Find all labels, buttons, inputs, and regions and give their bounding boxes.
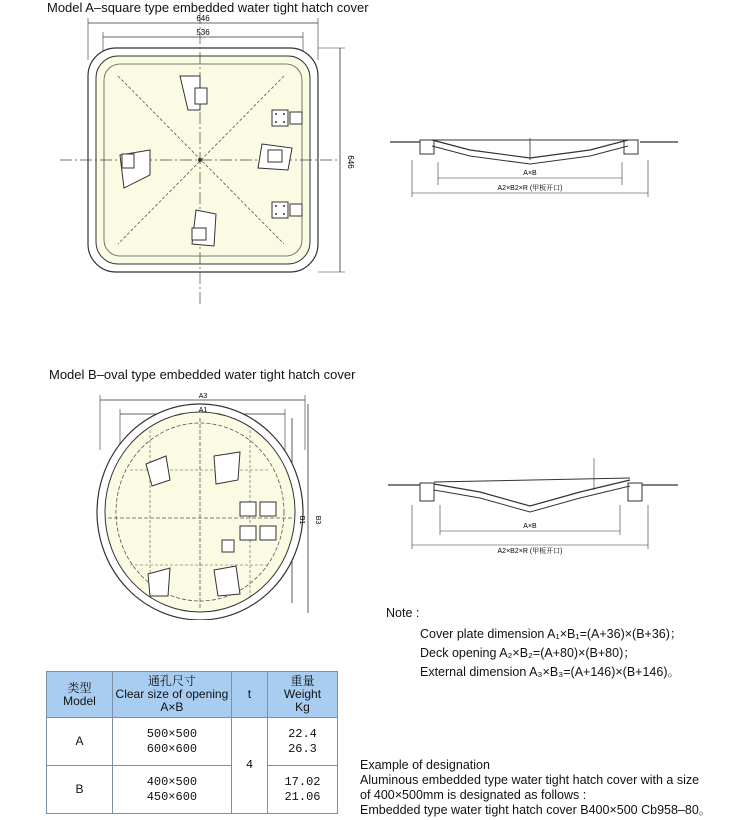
designation-line-2: of 400×500mm is designated as follows : <box>360 788 587 802</box>
spec-table <box>46 671 338 814</box>
dim-b1: B1 <box>298 515 305 525</box>
model-b-plan-drawing <box>85 385 330 620</box>
dim-height: 646 <box>346 155 355 169</box>
dim-b3: B3 <box>314 515 321 525</box>
note-line-deck-opening: Deck opening A₂×B₂=(A+80)×(B+80)； <box>420 646 636 660</box>
section-b-opening-label: A×B <box>523 523 537 530</box>
row-a-sizes: 500×500 600×600 <box>112 718 231 766</box>
section-a-deck-label: A2×B2×R (甲板开口) <box>497 185 563 192</box>
table-row <box>47 766 338 814</box>
designation-line-1: Aluminous embedded type water tight hatch cover with a size <box>360 773 700 787</box>
model-a-title: Model A–square type embedded water tight hatch cover <box>47 0 369 15</box>
row-b-sizes: 400×500 450×600 <box>112 766 231 814</box>
header-clear-size: 通孔尺寸 Clear size of opening A×B <box>112 672 231 718</box>
note-line-cover-plate: Cover plate dimension A₁×B₁=(A+36)×(B+36)； <box>420 627 683 641</box>
designation-heading: Example of designation <box>360 758 490 772</box>
note-label: Note : <box>386 606 420 620</box>
t-value: 4 <box>231 718 267 814</box>
header-t: t <box>231 672 267 718</box>
section-a-opening-label: A×B <box>523 170 537 177</box>
row-b-weights: 17.02 21.06 <box>267 766 337 814</box>
table-row <box>47 718 338 766</box>
table-header-row <box>47 672 338 718</box>
model-a-plan-drawing <box>55 10 365 310</box>
designation-example <box>360 758 744 818</box>
header-model: 类型 Model <box>47 672 113 718</box>
dim-a1: A1 <box>198 407 208 414</box>
row-a-model: A <box>47 718 113 766</box>
model-b-title: Model B–oval type embedded water tight hatch cover <box>49 367 356 382</box>
header-weight: 重量 Weight Kg <box>267 672 337 718</box>
model-a-section-drawing <box>385 125 680 200</box>
row-a-weights: 22.4 26.3 <box>267 718 337 766</box>
section-b-deck-label: A2×B2×R (甲板开口) <box>497 548 563 555</box>
dim-a3: A3 <box>198 393 208 400</box>
note-line-external: External dimension A₃×B₃=(A+146)×(B+146)。 <box>420 665 680 679</box>
dim-outer-width: 646 <box>196 14 210 23</box>
designation-line-3: Embedded type water tight hatch cover B400×500 Cb958–80。 <box>360 803 712 817</box>
model-b-section-drawing <box>385 455 680 555</box>
dim-inner-width: 536 <box>196 28 210 37</box>
row-b-model: B <box>47 766 113 814</box>
